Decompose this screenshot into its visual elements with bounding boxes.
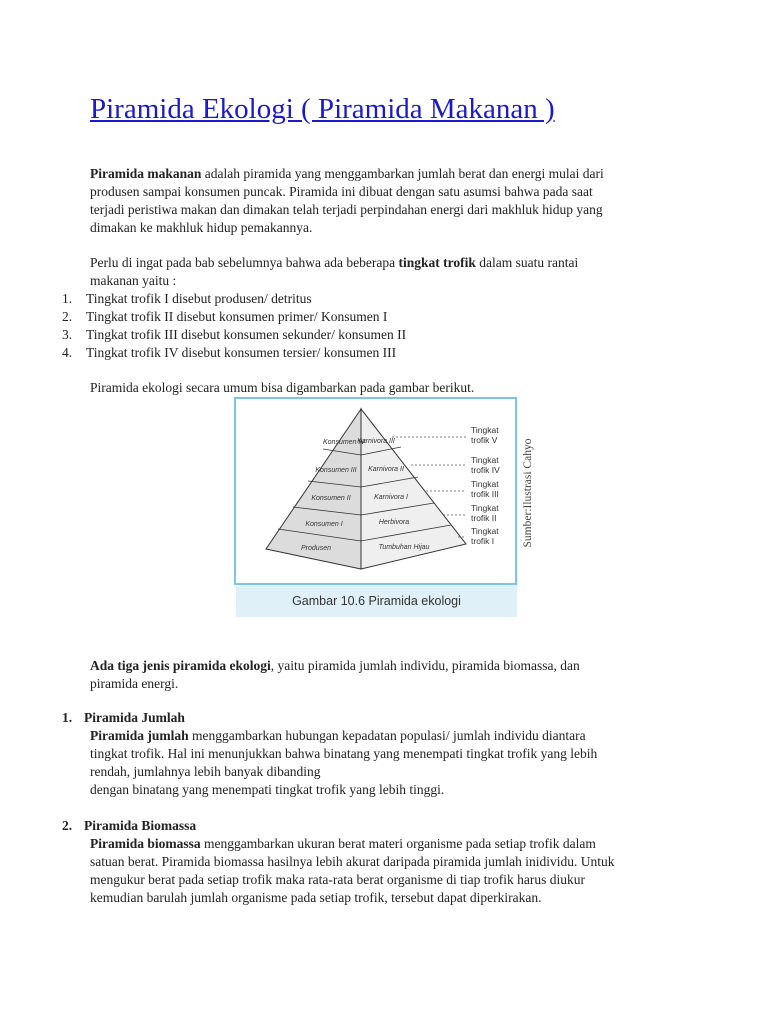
section2-line-2: satuan berat. Piramida biomassa hasilnya lebih akurat daripada piramida jumlah inidividu. Untuk <box>90 854 615 869</box>
figure-intro: Piramida ekologi secara umum bisa digambarkan pada gambar berikut. <box>90 380 475 395</box>
right-label-3: Karnivora I <box>374 494 408 501</box>
list-text: Tingkat trofik II disebut konsumen primer/ Konsumen I <box>86 309 388 324</box>
figure-frame <box>234 397 517 585</box>
right-label-4: Herbivora <box>378 519 410 526</box>
section2-line-4: kemudian barulah jumlah organisme pada setiap trofik, tersebut dapat diperkirakan. <box>90 890 542 905</box>
reminder-pre: Perlu di ingat pada bab sebelumnya bahwa ada beberapa <box>90 255 399 270</box>
left-label-4: Konsumen I <box>305 521 343 528</box>
pyramid-figure <box>234 397 517 619</box>
intro-line-2: produsen sampai konsumen puncak. Piramida ini dibuat dengan satu asumsi bahwa pada saat <box>90 184 593 199</box>
left-label-5: Produsen <box>301 545 331 552</box>
list-text: Tingkat trofik I disebut produsen/ detritus <box>86 291 312 306</box>
types-paragraph <box>90 657 690 693</box>
left-label-3: Konsumen II <box>311 495 351 502</box>
list-item <box>0 308 700 326</box>
trofik-label-5-line2: trofik V <box>471 435 498 445</box>
reminder-line-2: makanan yaitu : <box>90 273 177 288</box>
list-text: Tingkat trofik III disebut konsumen sekunder/ konsumen II <box>86 327 407 342</box>
section-heading-2 <box>62 818 196 834</box>
intro-line-4: dimakan ke makhluk hidup pemakannya. <box>90 220 313 235</box>
trofik-label-4-line2: trofik IV <box>471 465 500 475</box>
trofik-label-3-line2: trofik III <box>471 489 499 499</box>
types-line-2: piramida energi. <box>90 676 179 691</box>
trophic-level-list <box>0 290 700 362</box>
section-heading-1 <box>62 710 185 726</box>
intro-term: Piramida makanan <box>90 166 202 181</box>
section-number: 1. <box>62 710 73 725</box>
list-number: 1. <box>62 291 73 306</box>
section2-line-3: mengukur berat pada setiap trofik maka rata-rata berat organisme di tiap trofik harus diukur <box>90 872 585 887</box>
right-label-1: Karnivora III <box>357 438 395 445</box>
trofik-label-1-line2: trofik I <box>471 536 495 546</box>
reminder-post: dalam suatu rantai <box>475 255 579 270</box>
page-title[interactable]: Piramida Ekologi ( Piramida Makanan ) <box>90 93 555 125</box>
section2-paragraph <box>90 835 690 907</box>
trofik-label-5-line1: Tingkat <box>471 425 499 435</box>
section1-line-3: rendah, jumlahnya lebih banyak dibanding <box>90 764 321 779</box>
types-rest: , yaitu piramida jumlah individu, piramida biomassa, dan <box>270 658 580 673</box>
right-label-5: Tumbuhan Hijau <box>378 544 430 551</box>
trofik-label-3-line1: Tingkat <box>471 479 499 489</box>
intro-paragraph <box>90 165 690 237</box>
types-bold: Ada tiga jenis piramida ekologi <box>90 658 271 673</box>
section1-paragraph <box>90 727 690 799</box>
list-item <box>0 344 700 362</box>
list-number: 2. <box>62 309 73 324</box>
left-label-1: Konsumen IV <box>322 439 366 446</box>
reminder-bold: tingkat trofik <box>398 255 476 270</box>
trofik-label-4-line1: Tingkat <box>471 455 499 465</box>
section1-term: Piramida jumlah <box>90 728 189 743</box>
reminder-paragraph <box>90 254 690 290</box>
section2-term: Piramida biomassa <box>90 836 201 851</box>
intro-line-1: adalah piramida yang menggambarkan jumlah berat dan energi mulai dari <box>201 166 604 181</box>
section1-line-4: dengan binatang yang menempati tingkat trofik yang lebih tinggi. <box>90 782 445 797</box>
intro-line-3: terjadi peristiwa makan dan dimakan telah terjadi perpindahan energi dari makhluk hidup yang <box>90 202 603 217</box>
list-text: Tingkat trofik IV disebut konsumen tersier/ konsumen III <box>86 345 397 360</box>
section-title: Piramida Jumlah <box>84 710 185 725</box>
figure-source <box>519 400 537 586</box>
list-item <box>0 326 700 344</box>
right-label-2: Karnivora II <box>368 466 404 473</box>
section1-line-2: tingkat trofik. Hal ini menunjukkan bahwa binatang yang menempati tingkat trofik yang lebih <box>90 746 598 761</box>
trofik-label-1-line1: Tingkat <box>471 526 499 536</box>
section2-line-1: menggambarkan ukuran berat materi organisme pada setiap trofik dalam <box>200 836 596 851</box>
section-title: Piramida Biomassa <box>84 818 197 833</box>
list-item <box>0 290 700 308</box>
figure-caption: Gambar 10.6 Piramida ekologi <box>236 585 517 617</box>
section1-line-1: menggambarkan hubungan kepadatan populasi/ jumlah individu diantara <box>188 728 586 743</box>
left-label-2: Konsumen III <box>315 467 357 474</box>
trofik-label-2-line2: trofik II <box>471 513 497 523</box>
list-number: 3. <box>62 327 73 342</box>
ecological-pyramid-diagram <box>236 399 515 583</box>
section-number: 2. <box>62 818 73 833</box>
list-number: 4. <box>62 345 73 360</box>
figure-source-text: Sumber:Ilustrasi Cahyo <box>522 438 534 548</box>
trofik-label-2-line1: Tingkat <box>471 503 499 513</box>
